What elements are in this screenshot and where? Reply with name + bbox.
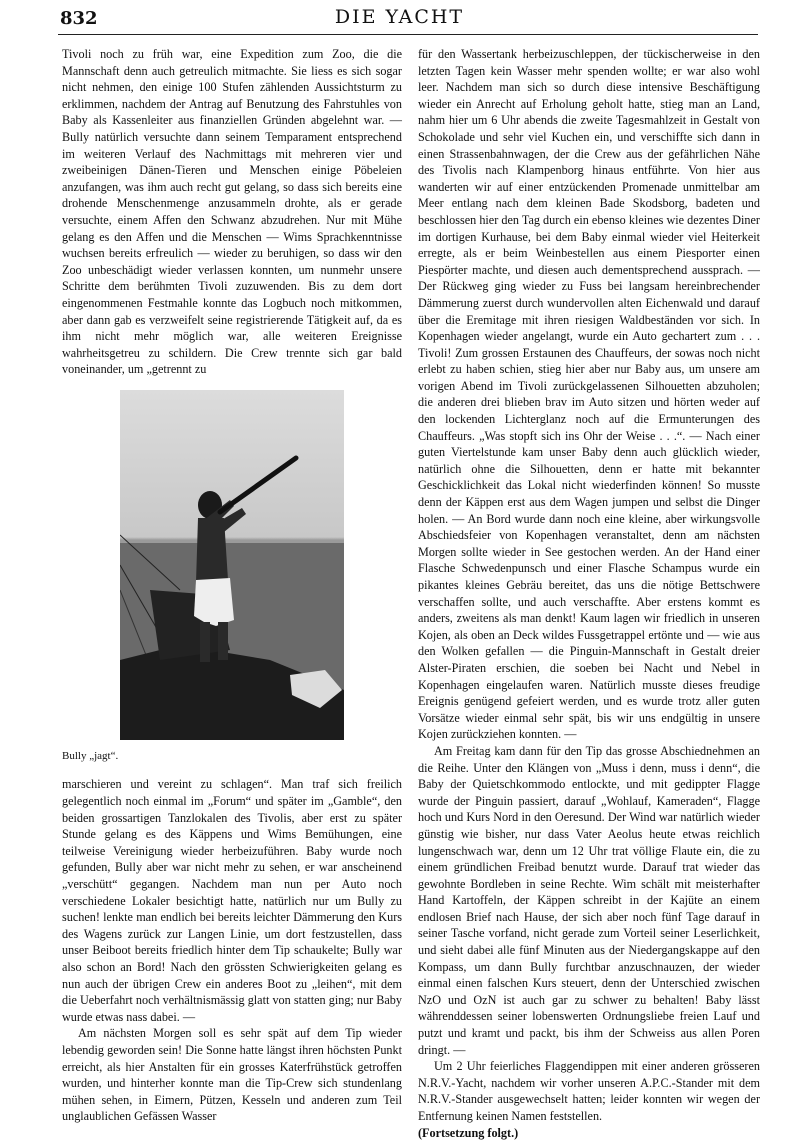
photo-illustration xyxy=(120,390,344,740)
photo-bully-hunting xyxy=(120,390,344,740)
paragraph: Tivoli noch zu früh war, eine Expedition zum Zoo, die die Mannschaft denn auch getreulich mitmachte. Sie liess es sich sogar nicht nehmen, den einige 100 Stufen zählenden Aussichtsturm zu erklimmen, nachdem der Antrag auf Benutzung des Fahrstuhles von Baby als Kassenleiter aus finanziellen Gründen abgelehnt war. — Bully natürlich versuchte dann seinem Temparament entsprechend im weiteren Verlauf des Nachmittags mit mehreren vier und zweibeinigen Dänen-Tieren und Menschen einige Pöbeleien anzufangen, was ihm auch recht gut gelang, so dass sich bereits eine drohende Menschenmenge anzusammeln drohte, als er gerade versuchte, einem Affen den Schwanz abzudrehen. Nur mit Mühe gelang es den Affen und die Menschen — Wims Sprachkenntnisse wuchsen bereits erfreulich — wieder zu beruhigen, so dass wir den Zoo unbeschädigt wieder verlassen konnten, um nunmehr unsere Schritte dem berühmten Tivoli zuzuwenden. Bis zu dem dort eingenommenen Festmahle konnte das Logbuch noch mitkommen, aber dann gab es verzweifelt seine registrierende Tätigkeit auf, da es ihm nicht mehr möglich war, alle weiteren Ereignisse wahrheitsgetreu zu schildern. Die Crew trennte sich gar bald voneinander, um „getrennt zu xyxy=(62,47,402,377)
paragraph: Um 2 Uhr feierliches Flaggendippen mit einer anderen grösseren N.R.V.-Yacht, nachdem wir vorher unseren A.P.C.-Stander mit dem N.R.V.-Stander ausgewechselt hatten; leider konnten wir wegen der Entfernung keinen Namen feststellen. xyxy=(418,1059,760,1123)
paragraph: marschieren und vereint zu schlagen“. Man traf sich freilich gelegentlich noch einmal im „Forum“ und später im „Gamble“, den beiden grossartigen Tanzlokalen des Tivolis, aber erst zu später Stunde gelang es des Käppens und Wims Bemühungen, eine teilweise Vereinigung wieder herbeizuführen. Baby wurde noch gefunden, Bully aber war nicht mehr zu sehen, er war anscheinend „verschütt“ gegangen. Nachdem man nun per Auto noch verschiedene Lokaler besichtigt hatte, natürlich nur um Bully zu suchen! lenkte man endlich bei bereits leichter Dämmerung den Kurs des Wagens zurück zur Langen Linie, um dort festzustellen, dass unser Beiboot bereits friedlich hinter dem Tip schaukelte; Bully war also schon an Bord! Nach den grössten Schwierigkeiten gelang es nun auch der übrigen Crew ein anderes Boot zu „leihen“, mit dem die Ueberfahrt noch verhältnismässig glatt von statten ging; nur Baby wurde etwas nass dabei. — xyxy=(62,777,402,1024)
page-number: 832 xyxy=(60,8,98,29)
paragraph: für den Wassertank herbeizuschleppen, der tückischerweise in den letzten Tagen kein Wasser mehr spenden wollte; er war also wohl leer. Nachdem man sich so durch diese intensive Beschäftigung wieder ein Anrecht auf Erholung geholt hatte, stieg man an Land, nahm hier um 6 Uhr abends die zweite Tagesmahlzeit in Gestalt von Schokolade und sehr viel Kuchen ein, und verschiffte sich dann in einen Strassenbahnwagen, der die Crew aus der gefährlichen Nähe des Tivolis nach Klampenborg hinaus entführte. Von hier aus wanderten wir auf einer entzückenden Promenade unmittelbar am Meer entlang nach dem kleinen Bade Skodsborg, badeten und beschlossen hier den Tag durch ein ebenso kleines wie dezentes Diner im dortigen Kurhause, bei dem Baby einmal wieder viel Heiterkeit erregte, als er beim Weinbestellen aus einem Piesporter einen Piespörter machte, und diesen auch dementsprechend aussprach. — Der Rückweg ging wieder zu Fuss bei langsam hereinbrechender Dämmerung zuerst durch wundervollen alten Eichenwald und darauf über die Eremitage mit ihren riesigen Waldbeständen vor sich. In Kopenhagen wieder angelangt, wurde ein Auto gechartert zum . . . Tivoli! Zum grossen Erstaunen des Chauffeurs, der sowas noch nicht erlebt zu haben schien, stieg hier aber nur Baby aus, um unsere am vorigen Abend im Tivoli zurückgelassenen Silhouetten abzuholen; die anderen drei blieben brav im Auto sitzen und hörten weder auf den lockenden Lichterglanz noch auf die Ermunterungen des Chauffeurs. „Was stopft sich ins Ohr der Weise . . .“. — Nach einer guten Viertelstunde kam unser Baby denn auch glücklich wieder, natürlich ohne die Silhouetten, denn er hatte mit bekannter Geschicklichkeit das Lokal nicht wiederfinden können! So musste denn der Käppen erst aus dem Wagen jumpen und selbst die Dinger holen. — An Bord wurde dann noch eine kleine, aber wirkungsvolle Abschiedsfeier von Kopenhagen veranstaltet, denn am nächsten Morgen sollte wieder in See gestochen werden. An der Hand einer Flasche Schwedenpunsch und einer Flasche Schampus wurde ein pikantes kleines Gebräu bereitet, das uns die nötige Bettschwere verschaffen sollte, und auch verschaffte. Aber erstens kommt es anders, zweitens als man denkt! Kaum lagen wir friedlich in unseren Kojen, als oben an Deck wildes Fussgetrappel ertönte und — wie aus den Wolken gefallen — die Pinguin-Mannschaft in Gestalt dreier Alster-Piraten erschien, die soeben bei Nacht und Nebel in Kopenhagen eingelaufen waren. Natürlich musste dieses freudige Ereignis genügend gefeiert werden, und es wurde trotz aller guten Vorsätze wieder einmal sehr spät, bis wir uns endgültig in unsere Kojen zurückziehen konnten. — xyxy=(418,47,760,742)
paragraph: Am nächsten Morgen soll es sehr spät auf dem Tip wieder lebendig geworden sein! Die Sonne hatte längst ihren höchsten Punkt erreicht, als hier Anstalten für ein grosses Katerfrühstück getroffen wurden, und hinterher konnte man die Tip-Crew sich stundenlang mühen sehen, in Eimern, Pützen, Kesseln und anderen zum Teil unglaublichen Gefässen Wasser xyxy=(62,1026,402,1124)
photo-caption: Bully „jagt“. xyxy=(62,749,119,762)
right-column xyxy=(418,46,760,1141)
running-title: DIE YACHT xyxy=(334,6,465,28)
continuation-note: (Fortsetzung folgt.) xyxy=(418,1125,519,1140)
paragraph: Am Freitag kam dann für den Tip das grosse Abschiednehmen an die Reihe. Unter den Klängen von „Muss i denn, muss i denn“, die Baby der Quietschkommodo entlockte, und mit gedippter Flagge wurde der Pinguin passiert, darauf „Wohlauf, Kameraden“, Flagge hoch und Kurs Nord in den Oeresund. Der Wind war natürlich wieder günstig wie bisher, nur dass Vater Aeolus heute etwas reichlich lungenschwach war, denn um 12 Uhr trat völlige Flaute ein, die zu einem gründlichen Freibad benutzt wurde. Darauf trat wieder das gewohnte Bordleben in seine Rechte. Wim schält mit meisterhafter Hand Kartoffeln, der Käppen schreibt in der Kajüte an einem endlosen Brief nach Hause, der sich aber noch fünf Tage darauf in seiner Tasche vorfand, nicht gerade zum Vorteil seiner Leserlichkeit, und sieht dabei alle fünf Minuten aus der Niedergangskappe auf den Kompass, um dann Bully furchtbar anzuschnauzen, der wieder einmal einen falschen Kurs steuert, denn der Unterschied zwischen NzO und OzN ist auch gar zu schwer zu behalten! Baby lässt währenddessen seiner lobenswerten Ordnungsliebe freien Lauf und putzt und kramt und packt, bis ihm der Schweiss aus allen Poren dringt. — xyxy=(418,743,760,1057)
left-column xyxy=(62,46,402,1125)
header-rule xyxy=(58,34,758,35)
